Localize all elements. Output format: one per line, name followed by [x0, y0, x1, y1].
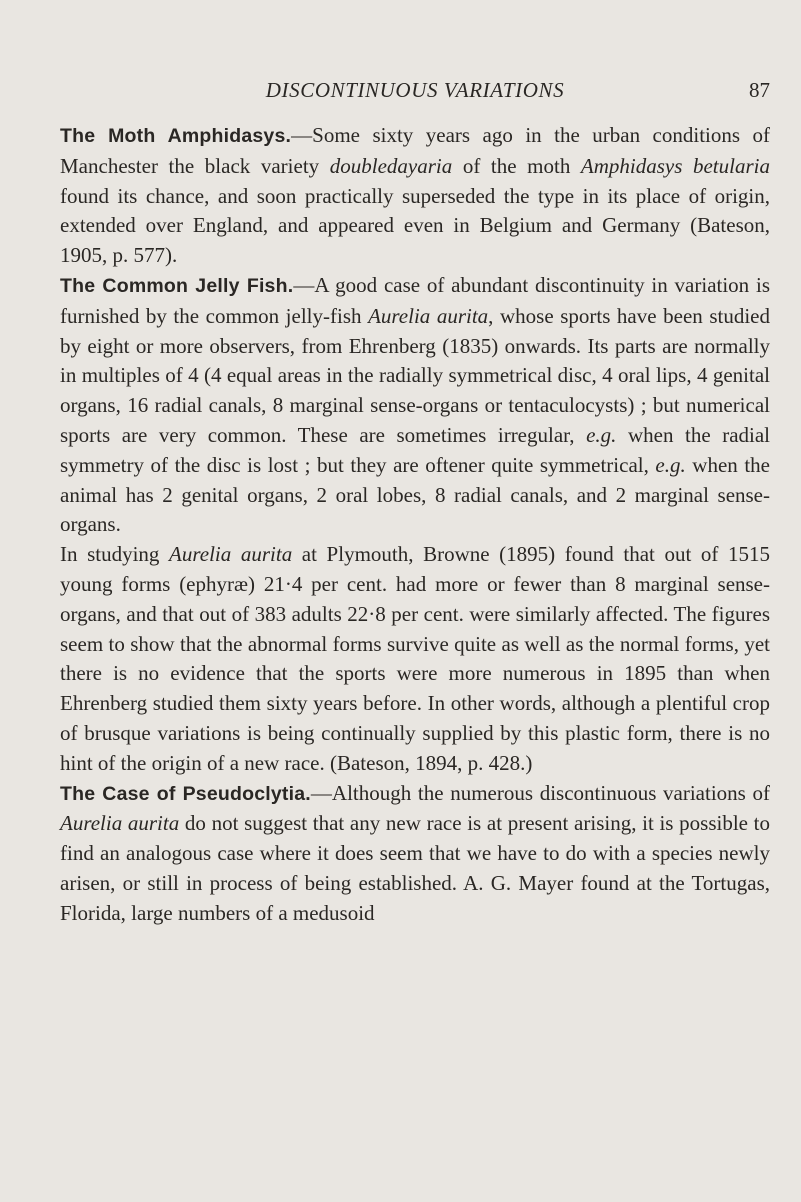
page-header — [60, 78, 770, 108]
italic-term: Aurelia aurita — [368, 303, 489, 328]
italic-term: Aurelia aurita — [60, 811, 180, 836]
text-run: when the animal has 2 genital organs, 2 oral lobes, 8 radial canals, and 2 marginal sense-organs. — [60, 452, 770, 537]
section-heading: The Moth Amphidasys. — [60, 125, 292, 147]
paragraph-plymouth — [60, 540, 770, 778]
paragraph-moth — [60, 121, 770, 271]
italic-term: e.g. — [655, 452, 686, 477]
text-run: when the radial symmetry of the disc is lost ; but they are oftener quite symmetrical, — [60, 422, 771, 477]
paragraph-text — [60, 273, 770, 536]
text-run: do not suggest that any new race is at present arising, it is possible to find an analogous case where it does seem that we have to do with a species newly arisen, or still in process of being established. A. G. Mayer found at the Tortugas, Florida, large numbers of a medusoid — [60, 811, 770, 925]
italic-term: doubledayaria — [329, 153, 453, 178]
italic-term: Amphidasys betularia — [580, 153, 770, 178]
text-run: In studying — [60, 542, 170, 567]
running-head: DISCONTINUOUS VARIATIONS — [265, 78, 565, 102]
section-heading: The Common Jelly Fish. — [60, 274, 294, 297]
page-number: 87 — [749, 78, 770, 102]
text-run: —Some sixty years ago in the urban conditions of Manchester the black variety — [60, 123, 770, 178]
italic-term: Aurelia aurita — [169, 542, 293, 567]
body-text — [60, 121, 770, 929]
paragraph-jelly-fish — [60, 271, 770, 540]
text-run: found its chance, and soon practically superseded the type in its place of origin, extended over England, and appeared even in Belgium and Germany (Bateson, 1905, p. 577). — [60, 183, 770, 268]
italic-term: e.g. — [586, 422, 617, 447]
paragraph-pseudoclytia — [60, 779, 770, 929]
text-run: —A good case of abundant discontinuity in variation is furnished by the common jelly-fish — [60, 272, 770, 328]
text-run: —Although the numerous discontinuous variations of — [310, 780, 770, 805]
text-run: of the moth — [452, 153, 581, 178]
text-run: at Plymouth, Browne (1895) found that out of 1515 young forms (ephyræ) 21·4 per cent. had more or fewer than 8 marginal sense-organs, and that out of 383 adults 22·8 per cent. were similarly affected. The figures seem to show that the abnormal forms survive quite as well as the normal forms, yet there is no evidence that the sports were more numerous in 1895 than when Ehrenberg studied them sixty years before. In other words, although a plentiful crop of brusque variations is being continually supplied by this plastic form, there is no hint of the origin of a new race. (Bateson, 1894, p. 428.) — [60, 542, 770, 775]
paragraph-text — [60, 542, 770, 775]
text-run: , whose sports have been studied by eight or more observers, from Ehrenberg (1835) onwards. Its parts are normally in multiples of 4 (4 equal areas in the radially symmetrical disc, 4 oral lips, 4 genital organs, 16 radial canals, 8 marginal sense-organs or tentaculocysts) ; but numerical sports are very common. These are sometimes irregular, — [60, 303, 770, 447]
section-heading: The Case of Pseudoclytia. — [60, 782, 311, 805]
